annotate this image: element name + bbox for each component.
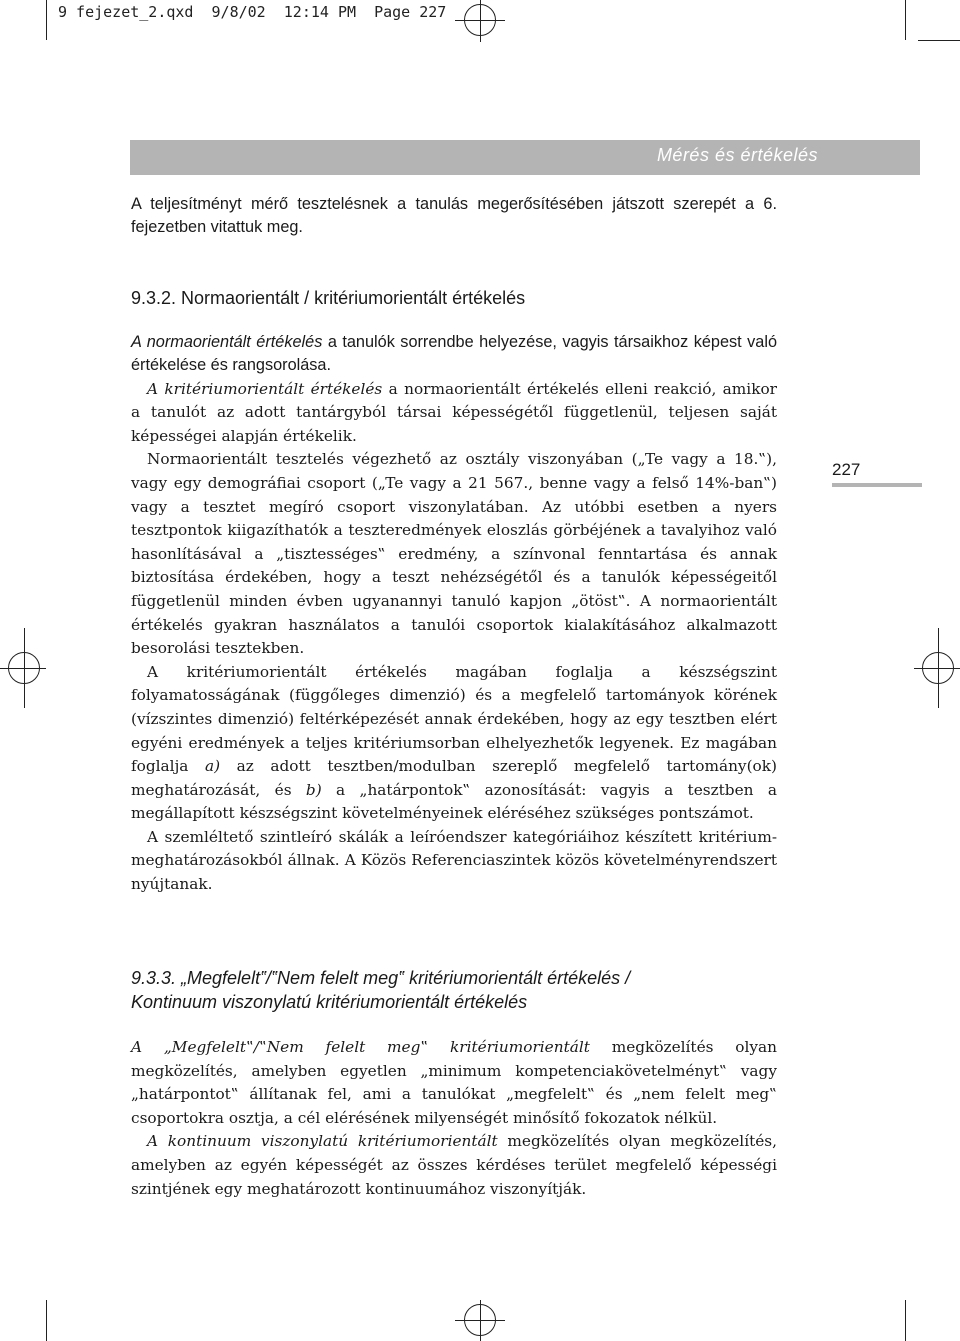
section-heading-933 bbox=[131, 966, 630, 1014]
section-heading-933-line1: 9.3.3. „Megfelelt‟/‟Nem felelt meg‟ kritériumorientált értékelés / bbox=[131, 968, 631, 988]
criterion-assessment-text-b: az adott tesztben/modulban szereplő megfelelő tartomány(ok) meghatározását, és bbox=[131, 757, 777, 799]
norm-definition-paragraph bbox=[131, 331, 777, 378]
section-heading-933-line2: Kontinuum viszonylatú kritériumorientált értékelés bbox=[131, 992, 528, 1012]
norm-testing-paragraph: Normaorientált tesztelés végezhető az osztály viszonyában („Te vagy a 18.‟), vagy egy demográfiai csoport („Te vagy a 21 567., benne vagy a felső 14%-ban‟) vagy a tesztet megíró csoport viszonylatában. Az utóbbi esetben a nyers tesztpontok kiigazíthatók a teszteredmények eloszlás görbéjének a tavalyihoz való hasonlításával a „tisztességes‟ eredmény, a színvonal fenntartása és annak biztosítása érdekében, hogy a teszt nehézségétől és a tanulók képességeitől függetlenül minden évben ugyanannyi tanuló kapjon „ötöst‟. A normaorientált értékelés gyakran használatos a tanulói csoportok kialakításához alkalmazott besorolási tesztekben. bbox=[131, 450, 777, 658]
trim-mark-bottom-right bbox=[905, 1300, 906, 1341]
page-number-bar bbox=[832, 483, 922, 487]
page-number: 227 bbox=[832, 460, 861, 479]
item-a-marker: a) bbox=[205, 757, 221, 776]
scales-paragraph: A szemléltető szintleíró skálák a leíróendszer kategóriáihoz készített kritérium-meghatározásokból állnak. A Közös Referenciaszintek közös követelményrendszert nyújtanak. bbox=[131, 827, 777, 894]
criterion-definition-paragraph bbox=[131, 378, 777, 449]
criterion-assessment-text-c: a „határpontok‟ azonosítását: vagyis a tesztben a megállapított készségszint követelményeinek eléréséhez szükséges pontszámot. bbox=[131, 780, 777, 823]
trim-mark-bottom-left bbox=[46, 1300, 47, 1341]
registration-mark-bottom bbox=[455, 1300, 505, 1341]
criterion-definition-text: a normaorientált értékelés elleni reakció, amikor a tanulót az adott tantárgyból társai képességétől függetlenül, teljesen saját képességei alapján értékelik. bbox=[131, 379, 777, 445]
trim-mark-top-right-h bbox=[918, 40, 960, 41]
criterion-assessment-text-a: A kritériumorientált értékelés magában foglalja a készségszint folyamatosságának (függőleges dimenzió) és a megfelelő tartományok körének (vízszintes dimenzió) feltérképezését annak érdekében, hogy az egy tesztben elért egyéni eredmények a teljes kritériumsorban elhelyezhetők legyenek. Ez magában foglalja bbox=[131, 662, 777, 776]
continuum-term: A kontinuum viszonylatú kritériumorientált bbox=[147, 1132, 498, 1151]
item-b-marker: b) bbox=[305, 780, 322, 799]
continuum-paragraph bbox=[131, 1130, 777, 1201]
section-heading-932: 9.3.2. Normaorientált / kritériumorientált értékelés bbox=[131, 288, 526, 308]
running-header: Mérés és értékelés bbox=[656, 145, 818, 165]
norm-term: A normaorientált értékelés bbox=[131, 333, 323, 351]
registration-mark-top bbox=[455, 0, 505, 42]
registration-mark-right bbox=[914, 628, 960, 708]
slug-line: 9 fejezet_2.qxd 9/8/02 12:14 PM Page 227 bbox=[58, 3, 447, 21]
registration-mark-left bbox=[0, 628, 46, 708]
pass-fail-text: megközelítés olyan megközelítés, amelyben egyetlen „minimum kompetenciakövetelményt‟ vagy „határpontot‟ állítanak fel, ami a tanulókat „megfelelt‟ és „nem felelt meg‟ csoportokra osztja, a cél elérésének milyenségét minősítő fokozatok nélkül. bbox=[131, 1038, 777, 1127]
intro-block bbox=[131, 193, 777, 240]
pass-fail-term: A „Megfelelt‟/‟Nem felelt meg‟ kritériumorientált bbox=[131, 1038, 590, 1056]
trim-mark-top-left bbox=[46, 0, 47, 40]
intro-paragraph: A teljesítményt mérő tesztelésnek a tanulás megerősítésében játszott szerepét a 6. fejezetben vitattuk meg. bbox=[131, 195, 777, 237]
criterion-term: A kritériumorientált értékelés bbox=[147, 379, 383, 398]
pass-fail-paragraph bbox=[131, 1036, 777, 1130]
section-932-body bbox=[131, 331, 777, 897]
trim-mark-top-right bbox=[905, 0, 906, 40]
section-933-body bbox=[131, 1036, 777, 1201]
continuum-text: megközelítés olyan megközelítés, amelyben az egyén képességét az összes kérdéses terület megfelelő képességi szintjének egy meghatározott kontinuumához viszonyítják. bbox=[131, 1132, 777, 1198]
norm-definition-text: a tanulók sorrendbe helyezése, vagyis társaikhoz képest való értékelése és rangsorolása. bbox=[131, 333, 778, 375]
criterion-assessment-paragraph bbox=[131, 661, 777, 826]
